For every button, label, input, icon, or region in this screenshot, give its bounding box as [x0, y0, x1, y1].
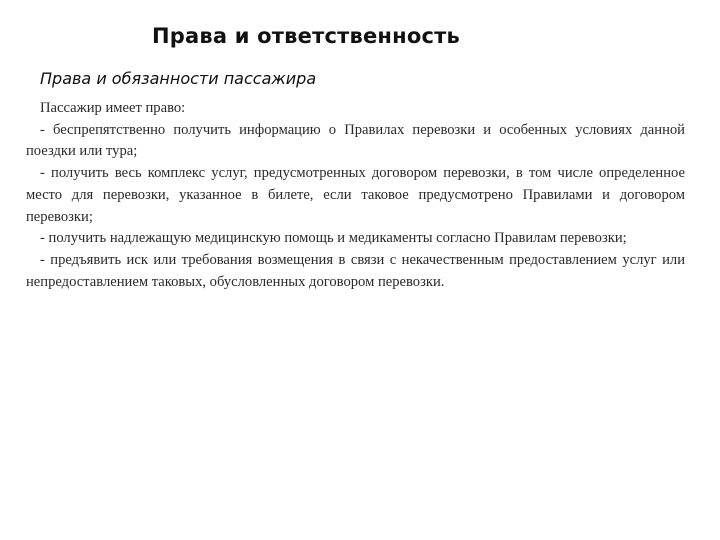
rights-list-item: - беспрепятственно получить информацию о Правилах перевозки и особенных условиях данной поездки или тура;: [26, 121, 685, 160]
rights-text-block: [26, 98, 685, 293]
rights-intro: Пассажир имеет право:: [40, 100, 186, 116]
slide-title: Права и ответственность: [152, 24, 460, 48]
rights-list-item: - получить весь комплекс услуг, предусмотренных договором перевозки, в том числе определенное место для перевозки, указанное в билете, если таковое предусмотрено Правилами и договором перевозки;: [26, 165, 685, 225]
rights-list-item: - предъявить иск или требования возмещения в связи с некачественным предоставлением услуг или непредоставлением таковых, обусловленных договором перевозки.: [26, 251, 685, 290]
rights-list-item: - получить надлежащую медицинскую помощь и медикаменты согласно Правилам перевозки;: [40, 230, 627, 247]
section-heading: Права и обязанности пассажира: [40, 69, 317, 88]
